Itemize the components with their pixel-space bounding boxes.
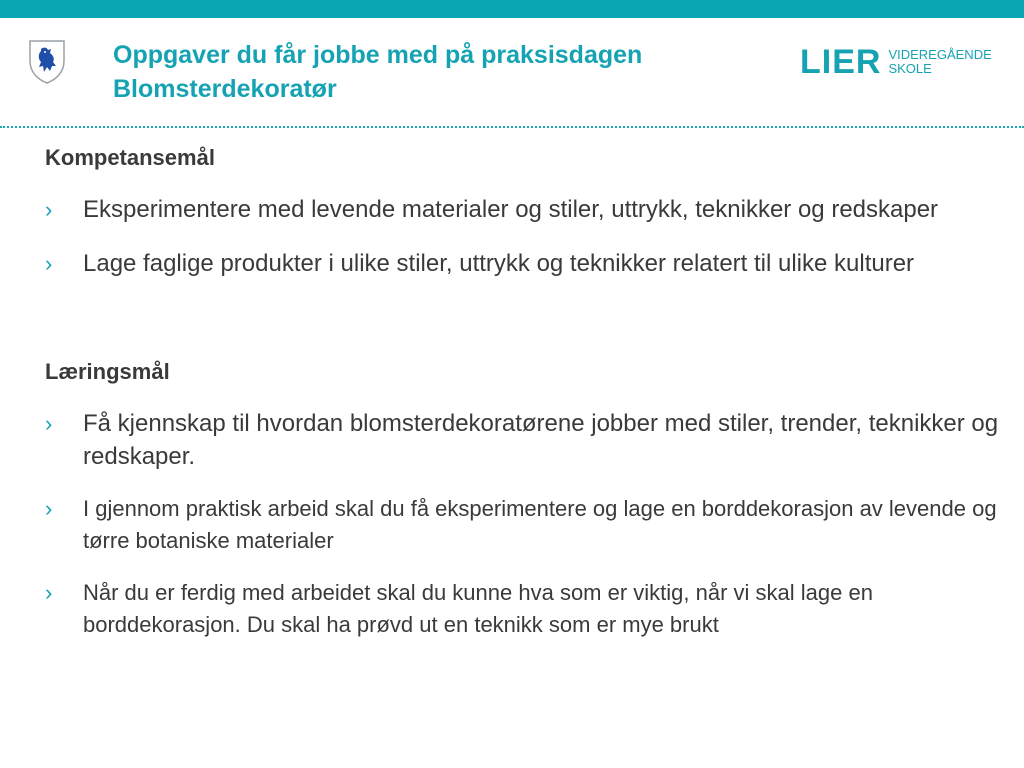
laeringsmal-list-continued <box>45 493 1000 641</box>
dotted-divider <box>0 126 1024 128</box>
slide-content <box>45 143 1000 641</box>
bullet-chevron-icon: › <box>45 251 53 276</box>
bullet-chevron-icon: › <box>45 496 53 521</box>
list-item-text: Eksperimentere med levende materialer og stiler, uttrykk, teknikker og redskaper <box>83 196 939 223</box>
list-item-text: I gjennom praktisk arbeid skal du få eksperimentere og lage en borddekorasjon av levende og tørre botaniske materialer <box>83 496 997 553</box>
list-item <box>45 493 1000 557</box>
kompetansemal-list <box>45 193 1000 280</box>
school-logo <box>800 42 992 82</box>
bullet-chevron-icon: › <box>45 580 53 605</box>
bullet-chevron-icon: › <box>45 411 53 436</box>
bullet-chevron-icon: › <box>45 197 53 222</box>
shield-lion-crest-icon <box>27 39 67 85</box>
list-item <box>45 247 1000 280</box>
section-heading-laeringsmal: Læringsmål <box>45 359 170 384</box>
page-title <box>113 38 773 106</box>
section-heading-kompetansemal: Kompetansemål <box>45 145 215 170</box>
laeringsmal-list <box>45 407 1000 473</box>
list-item-text: Få kjennskap til hvordan blomsterdekoratørene jobber med stiler, trender, teknikker og redskaper. <box>83 410 999 470</box>
top-accent-bar <box>0 0 1024 18</box>
list-item-text: Når du er ferdig med arbeidet skal du kunne hva som er viktig, når vi skal lage en borddekorasjon. Du skal ha prøvd ut en teknikk som er mye brukt <box>83 580 873 637</box>
logo-subtitle-line-1: VIDEREGÅENDE <box>888 47 992 62</box>
title-line-1: Oppgaver du får jobbe med på praksisdagen <box>113 41 643 69</box>
logo-wordmark: LIER <box>800 43 882 81</box>
list-item-text: Lage faglige produkter i ulike stiler, uttrykk og teknikker relatert til ulike kulturer <box>83 250 915 277</box>
title-line-2: Blomsterdekoratør <box>113 75 337 103</box>
list-item <box>45 577 1000 641</box>
logo-subtitle-line-2: SKOLE <box>888 61 932 76</box>
logo-subtitle <box>888 48 991 76</box>
list-item <box>45 193 1000 226</box>
list-item <box>45 407 1000 473</box>
